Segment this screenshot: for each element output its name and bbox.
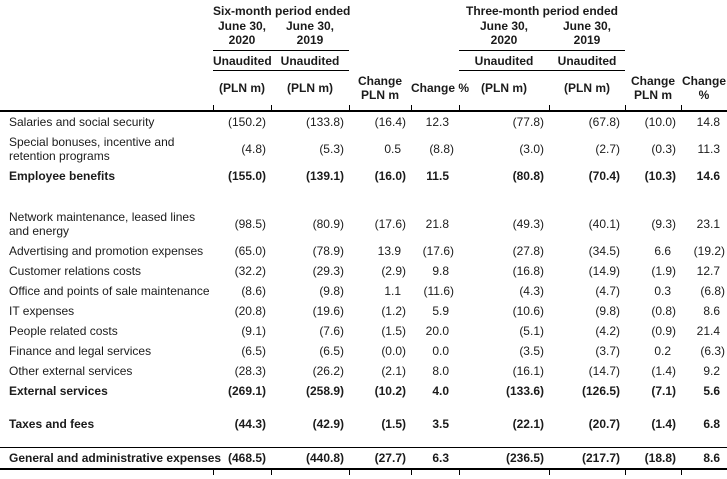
unaudited-label: Unaudited [459,51,549,71]
table-row [0,241,727,261]
cell-value: (77.8) [512,115,544,129]
header-corner-blank [0,0,213,19]
cell-value: (98.5) [234,217,266,231]
cell-value: (3.5) [519,344,544,358]
cell-value: (27.8) [512,244,544,258]
cell-value: 8.6 [703,304,721,318]
group-header-six-month: Six-month period ended [213,4,351,18]
unaudited-label: Unaudited [549,51,625,71]
footer-rule-ticks [0,469,727,475]
cell-value: (133.8) [305,115,344,129]
cell-value: (2.9) [381,264,406,278]
cell-value: (8.6) [241,284,266,298]
cell-value: (34.5) [588,244,621,258]
cell-value: 1.1 [384,284,401,298]
cell-value: (65.0) [234,244,266,258]
row-label: Special bonuses, incentive and retention programs [9,135,175,163]
cell-value: (0.3) [651,142,677,156]
cell-value: (40.1) [588,217,621,231]
cell-value: (4.8) [241,142,266,156]
unit-label-pln: (PLN m) [481,81,527,95]
col-header-six-month-2020: June 30, 2020 [213,19,271,51]
row-label: Employee benefits [9,169,116,183]
col-header-six-month-2019: June 30, 2019 [271,19,349,51]
cell-value: (8.8) [429,142,454,156]
row-label: Office and points of sale maintenance [9,284,210,298]
cell-value: (2.1) [381,364,406,378]
cell-value: (29.3) [312,264,344,278]
cell-value: (19.6) [312,304,344,318]
cell-value: (1.2) [381,304,406,318]
spacer-row [0,186,727,207]
cell-value: (16.8) [512,264,544,278]
cell-value: (6.8) [700,284,726,298]
cell-value: 5.9 [432,304,449,318]
cell-value: (16.4) [374,115,406,129]
row-label: Taxes and fees [9,417,95,431]
unaudited-label: Unaudited [213,51,271,71]
cell-value: (9.8) [319,284,344,298]
cell-value: (28.3) [234,364,266,378]
cell-value: (1.5) [381,324,406,338]
cell-value: 12.7 [696,264,721,278]
cell-value: (32.2) [234,264,266,278]
cell-value: 6.3 [411,448,459,470]
cell-value: (0.0) [381,344,406,358]
group-header-three-month: Three-month period ended [466,4,619,18]
row-label: People related costs [9,324,118,338]
cell-value: (18.8) [625,448,681,470]
cell-value: (7.1) [651,384,677,398]
cell-value: 6.8 [703,417,721,431]
cell-value: (10.6) [512,304,544,318]
cell-value: 14.8 [696,115,721,129]
cell-value: 0.3 [654,284,672,298]
row-label: Finance and legal services [9,344,152,358]
cell-value: (258.9) [305,384,344,398]
cell-value: (440.8) [271,448,349,470]
cell-value: (11.6) [423,284,454,298]
table-row [0,207,727,241]
cell-value: 5.6 [703,384,721,398]
cell-value: (269.1) [227,384,266,398]
cell-value: 4.0 [432,384,449,398]
cell-value: (6.5) [319,344,344,358]
cell-value: (78.9) [312,244,344,258]
col-header-change-pct: Change % [411,80,470,95]
cell-value: (42.9) [312,417,344,431]
cell-value: (22.1) [512,417,544,431]
cell-value: (7.6) [319,324,344,338]
table-row [0,261,727,281]
cell-value: (9.3) [651,217,677,231]
cell-value: (1.4) [651,364,677,378]
cell-value: (27.7) [349,448,411,470]
cell-value: (6.5) [241,344,266,358]
cell-value: 14.6 [696,169,721,183]
table-body [0,111,727,469]
table-row [0,414,727,434]
cell-value: (44.3) [234,417,266,431]
row-label: Network maintenance, leased lines and energy [9,210,196,238]
table-row [0,341,727,361]
cell-value: (155.0) [227,169,266,183]
table-row [0,321,727,341]
cell-value: (70.4) [588,169,621,183]
table-row [0,301,727,321]
unit-label-pln: (PLN m) [287,81,333,95]
cell-value: 12.3 [425,115,449,129]
cell-value: (1.4) [651,417,677,431]
cell-value: (16.0) [374,169,406,183]
row-label: Other external services [9,364,133,378]
cell-value: 21.8 [425,217,449,231]
row-label: Salaries and social security [9,115,155,129]
cell-value: (49.3) [512,217,544,231]
row-label: Customer relations costs [9,264,142,278]
col-header-change-pln: Change PLN m [357,73,402,102]
cell-value: (0.8) [651,304,677,318]
cell-value: (17.6) [422,244,454,258]
cell-value: (468.5) [213,448,271,470]
table-row [0,111,727,132]
cell-value: (10.2) [374,384,406,398]
row-label: General and administrative expenses [0,448,213,470]
cell-value: (133.6) [505,384,544,398]
unaudited-label: Unaudited [271,51,349,71]
cell-value: (26.2) [312,364,344,378]
col-header-change-pct: Change % [682,73,727,102]
cell-value: (236.5) [459,448,549,470]
table-row [0,361,727,381]
cell-value: (9.1) [241,324,266,338]
cell-value: 20.0 [425,324,449,338]
cell-value: 0.5 [384,142,401,156]
cell-value: (10.3) [644,169,677,183]
cell-value: (17.6) [374,217,406,231]
cell-value: (5.3) [319,142,344,156]
table-row [0,166,727,186]
cell-value: (80.9) [312,217,344,231]
spacer-row [0,434,727,448]
col-header-three-month-2019: June 30, 2019 [549,19,625,51]
cell-value: 11.5 [426,169,449,183]
cell-value: 0.2 [654,344,672,358]
cell-value: (3.7) [595,344,621,358]
unit-label-pln: (PLN m) [219,81,265,95]
unit-label-pln: (PLN m) [564,81,610,95]
table-row [0,281,727,301]
row-label: Advertising and promotion expenses [9,244,204,258]
table-row [0,132,727,166]
table-row [0,448,727,470]
cell-value: (150.2) [227,115,266,129]
cell-value: (0.9) [651,324,677,338]
cell-value: (4.3) [519,284,544,298]
cell-value: 9.8 [432,264,449,278]
cell-value: 9.2 [703,364,721,378]
cell-value: (1.9) [651,264,677,278]
col-header-change-pln: Change PLN m [631,73,676,102]
cell-value: 11.3 [697,142,721,156]
cell-value: (3.0) [519,142,544,156]
spacer-row [0,401,727,414]
cell-value: (19.2) [693,244,726,258]
row-label: External services [9,384,108,398]
cell-value: (4.7) [595,284,621,298]
cell-value: (4.2) [595,324,621,338]
cell-value: 23.1 [696,217,721,231]
cell-value: (217.7) [549,448,625,470]
cell-value: 13.9 [377,244,401,258]
cell-value: (67.8) [588,115,621,129]
cell-value: (1.5) [381,417,406,431]
cell-value: 21.4 [696,324,721,338]
cell-value: (126.5) [581,384,621,398]
cell-value: 6.6 [654,244,672,258]
table-row [0,381,727,401]
cell-value: 0.0 [432,344,449,358]
cell-value: 8.0 [432,364,449,378]
cell-value: (10.0) [644,115,677,129]
cell-value: (80.8) [512,169,544,183]
cell-value: (16.1) [512,364,544,378]
cell-value: 3.5 [432,417,449,431]
cell-value: (2.7) [595,142,621,156]
cell-value: (139.1) [305,169,344,183]
cell-value: (9.8) [595,304,621,318]
cell-value: (14.7) [588,364,621,378]
col-header-three-month-2020: June 30, 2020 [459,19,549,51]
cell-value: (6.3) [700,344,726,358]
table-header [0,0,727,111]
cell-value: (20.7) [588,417,621,431]
row-label: IT expenses [9,304,75,318]
cell-value: (14.9) [588,264,621,278]
cell-value: 8.6 [681,448,727,470]
cell-value: (5.1) [519,324,544,338]
cell-value: (20.8) [234,304,266,318]
